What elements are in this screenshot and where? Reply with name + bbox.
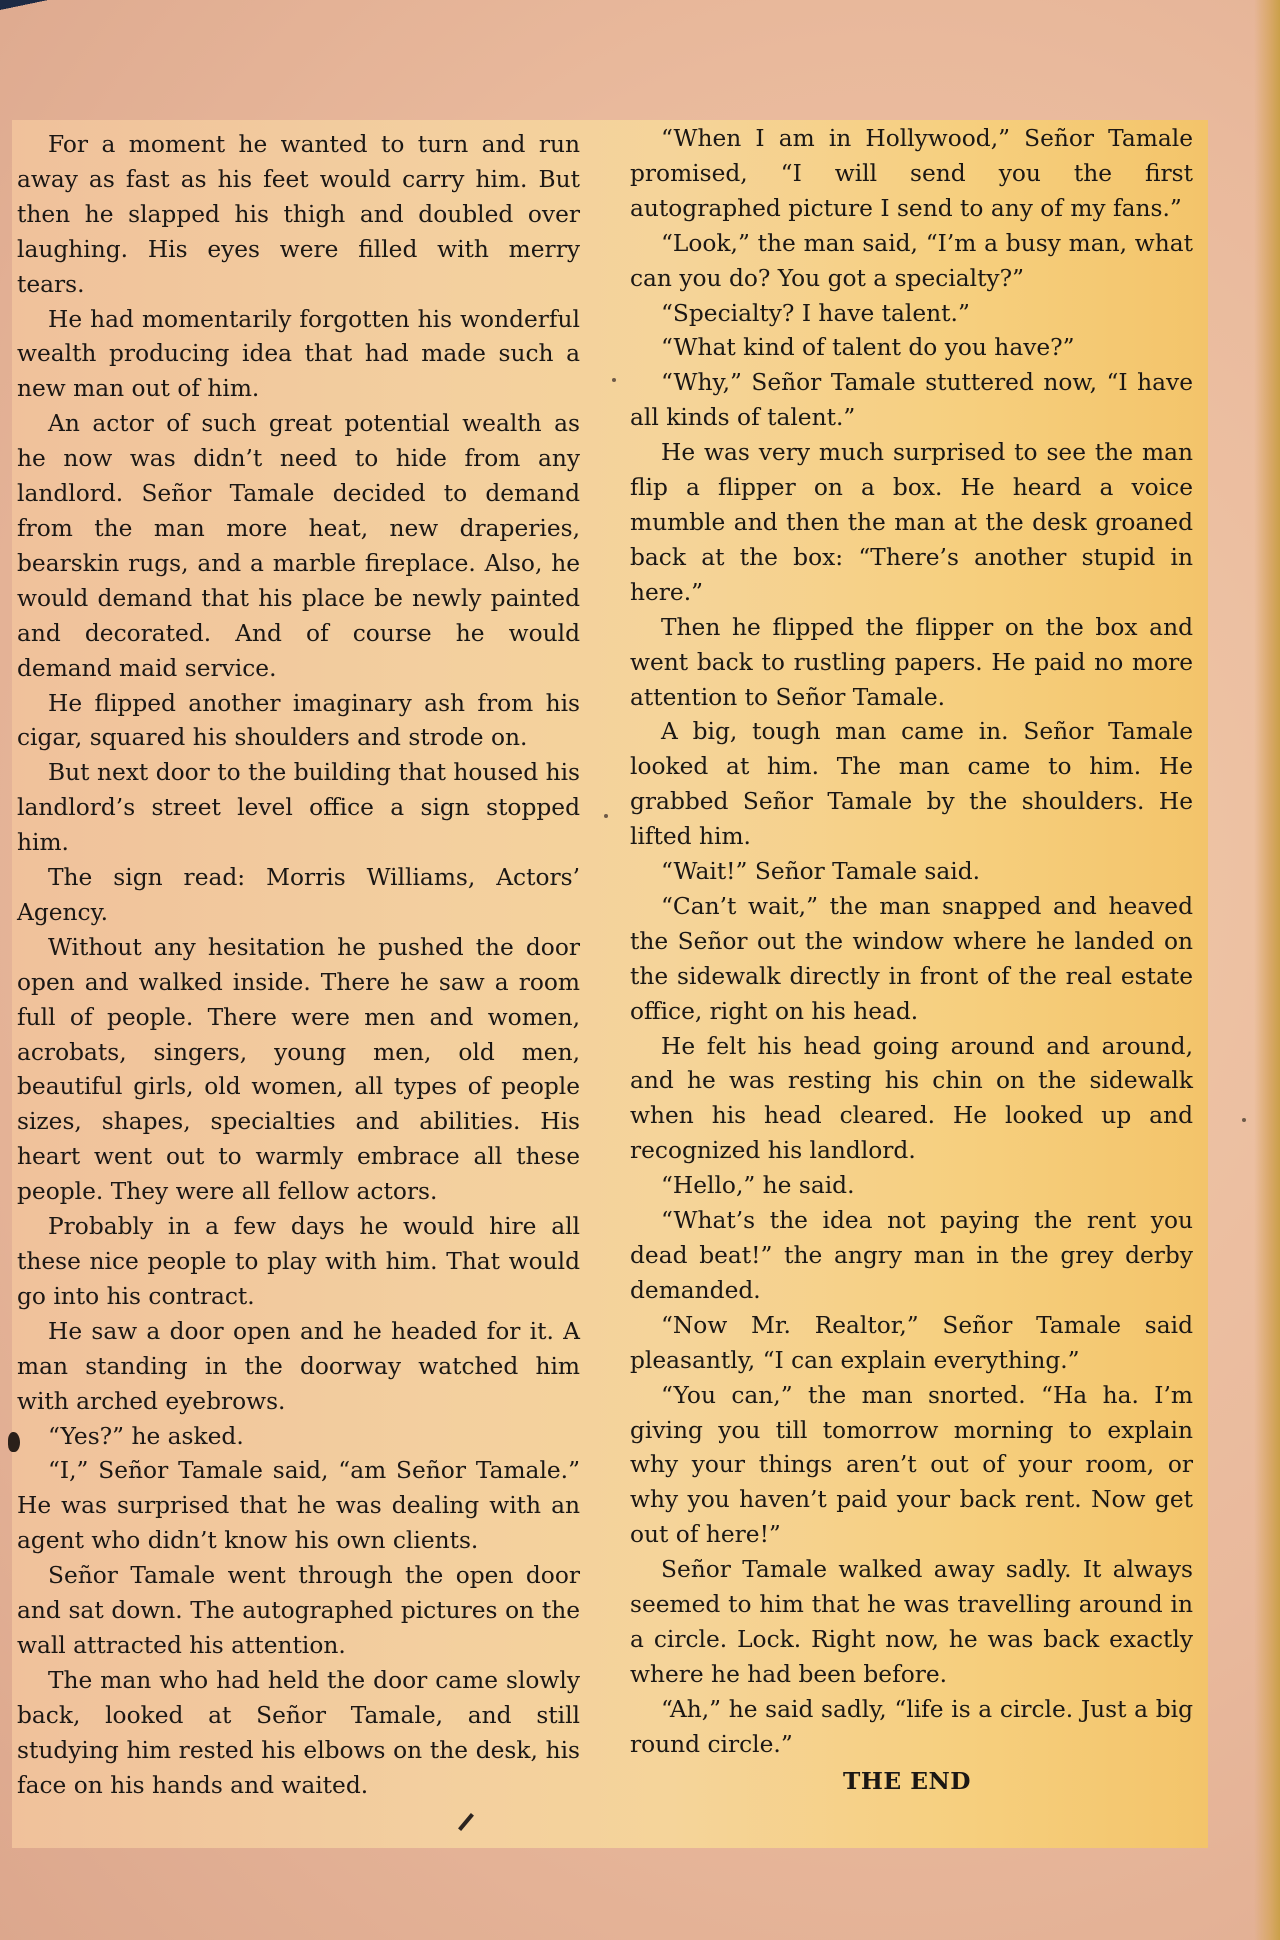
- paragraph: For a moment he wanted to turn and run away as fast as his feet would carry him. But then he slapped his thigh and doubled over laughing. His eyes were filled with merry tears.: [17, 131, 580, 298]
- paragraph: He saw a door open and he headed for it. A man standing in the doorway watched him with arched eyebrows.: [17, 1317, 580, 1415]
- right-column: [630, 122, 1193, 1800]
- paragraph: “Ah,” he said sadly, “life is a circle. Just a big round circle.”: [630, 1695, 1193, 1758]
- paragraph: “Hello,” he said.: [661, 1172, 855, 1200]
- paragraph: Señor Tamale went through the open door and sat down. The autographed pictures on the wall attracted his attention.: [17, 1562, 580, 1659]
- paragraph: He flipped another imaginary ash from his cigar, squared his shoulders and strode on.: [17, 689, 580, 752]
- paragraph: “What kind of talent do you have?”: [661, 334, 1075, 362]
- ink-blot: [8, 1432, 20, 1452]
- the-end-label: THE END: [843, 1767, 971, 1795]
- paragraph: The sign read: Morris Williams, Actors’ Agency.: [17, 864, 580, 926]
- paragraph: “Look,” the man said, “I’m a busy man, what can you do? You got a specialty?”: [630, 229, 1193, 292]
- paragraph: A big, tough man came in. Señor Tamale looked at him. The man came to him. He grabbed Señor Tamale by the shoulders. He lifted him.: [630, 718, 1193, 851]
- paragraph: Probably in a few days he would hire all these nice people to play with him. That would go into his contract.: [17, 1213, 580, 1310]
- print-speck: [612, 378, 616, 382]
- paragraph: “Now Mr. Realtor,” Señor Tamale said pleasantly, “I can explain everything.”: [630, 1311, 1193, 1374]
- paragraph: “Specialty? I have talent.”: [661, 299, 970, 327]
- paragraph: Then he flipped the flipper on the box and went back to rustling papers. He paid no more attention to Señor Tamale.: [630, 613, 1193, 711]
- paragraph: He felt his head going around and around, and he was resting his chin on the sidewalk when his head cleared. He looked up and recognized his landlord.: [630, 1032, 1193, 1165]
- paragraph: He was very much surprised to see the man flip a flipper on a box. He heard a voice mumble and then the man at the desk groaned back at the box: “There’s another stupid in here.”: [630, 439, 1193, 606]
- paragraph: “You can,” the man snorted. “Ha ha. I’m giving you till tomorrow morning to explain why your things aren’t out of your room, or why you haven’t paid your back rent. Now get out of here!”: [630, 1381, 1193, 1549]
- paragraph: “I,” Señor Tamale said, “am Señor Tamale.” He was surprised that he was dealing with an agent who didn’t know his own clients.: [17, 1457, 580, 1555]
- paragraph: He had momentarily forgotten his wonderful wealth producing idea that had made such a new man out of him.: [17, 305, 580, 403]
- spine-shadow: [1254, 0, 1280, 1940]
- paragraph: “Yes?” he asked.: [48, 1422, 244, 1450]
- left-column: [17, 128, 580, 1804]
- paragraph: Señor Tamale walked away sadly. It always seemed to him that he was travelling around in a circle. Lock. Right now, he was back exactly where he had been before.: [630, 1556, 1193, 1688]
- paragraph: “What’s the idea not paying the rent you dead beat!” the angry man in the grey derby demanded.: [630, 1207, 1193, 1304]
- paragraph: An actor of such great potential wealth as he now was didn’t need to hide from any landlord. Señor Tamale decided to demand from the man more heat, new draperies, bearskin rugs, and a marble fireplace. Also, he would demand that his place be newly painted and decorated. And of course he would demand maid service.: [17, 410, 580, 682]
- paragraph: The man who had held the door came slowly back, looked at Señor Tamale, and still studying him rested his elbows on the desk, his face on his hands and waited.: [17, 1666, 580, 1799]
- paragraph: “When I am in Hollywood,” Señor Tamale promised, “I will send you the first autographed picture I send to any of my fans.”: [630, 125, 1193, 222]
- paragraph: Without any hesitation he pushed the door open and walked inside. There he saw a room full of people. There were men and women, acrobats, singers, young men, old men, beautiful girls, old women, all types of people sizes, shapes, specialties and abilities. His heart went out to warmly embrace all these people. They were all fellow actors.: [17, 933, 580, 1206]
- print-speck: [604, 814, 608, 818]
- paragraph: “Can’t wait,” the man snapped and heaved the Señor out the window where he landed on the sidewalk directly in front of the real estate office, right on his head.: [630, 892, 1193, 1025]
- print-speck: [1242, 1118, 1246, 1122]
- paragraph: “Why,” Señor Tamale stuttered now, “I have all kinds of talent.”: [630, 369, 1193, 432]
- paragraph: “Wait!” Señor Tamale said.: [661, 858, 981, 886]
- paragraph: But next door to the building that housed his landlord’s street level office a sign stopped him.: [17, 759, 580, 857]
- corner-mark: [0, 0, 48, 10]
